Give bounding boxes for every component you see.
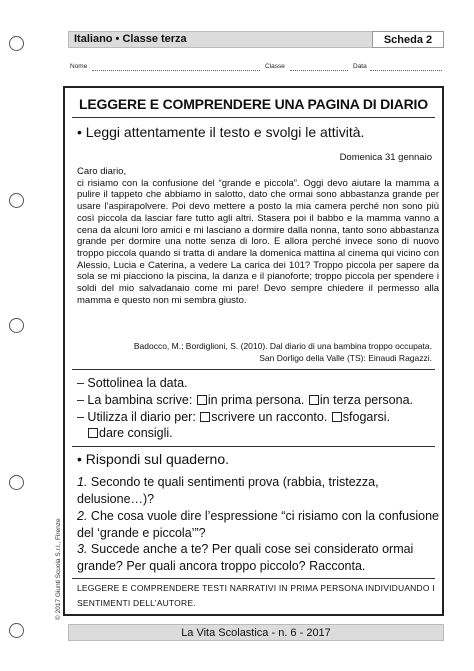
subject-label: Italiano • Classe terza xyxy=(74,33,187,45)
binder-hole xyxy=(9,318,24,333)
footer-bar: La Vita Scolastica - n. 6 - 2017 xyxy=(68,624,444,641)
exercise-purpose: – Utilizza il diario per: scrivere un racconto. sfogarsi. xyxy=(77,410,391,424)
divider xyxy=(72,369,435,370)
divider xyxy=(72,446,435,447)
question-2: 2. Che cosa vuole dire l’espressione “ci risiamo con la confusione del ‘grande e piccola’”? xyxy=(77,509,440,540)
worksheet-box xyxy=(63,86,444,616)
binder-hole xyxy=(9,36,24,51)
question-1: 1. Secondo te quali sentimenti prova (rabbia, tristezza, delusione…)? xyxy=(77,475,379,506)
citation-line1: Badocco, M.; Bordiglioni, S. (2010). Dal diario di una bambina troppo occupata. xyxy=(133,341,432,351)
diary-date: Domenica 31 gennaio xyxy=(339,152,432,163)
diary-body: ci risiamo con la confusione del “grande e piccola”. Oggi devo aiutare la mamma a pulire il tappeto che abbiamo in salotto, dato che ormai sono abbastanza grande per usare l’aspirapolvere. Poi devo mettere a posto la mia camera perché non sono più così piccola da lasciar fare tutto agli altri. Stasera poi il babbo e la mamma vanno a cena da alcuni loro amici e mi lasciano a dormire dalla nonna, tanto sono abbastanza grande per dormire una notte senza di loro. E allora perché invece sono di nuovo troppo piccola quando si tratta di andare la domenica mattina al cinema qui vicino con Alessio, Lucia e Caterina, a vedere La carica dei 101? Troppo piccola per sapere da sola se mi piacciono la piscina, la danza e il pianoforte; troppo piccola per spendere i soldi del mio salvadanaio come mi pare! Devo sempre chiedere il permesso alla mamma e questo non mi sembra giusto. xyxy=(77,177,439,306)
diary-text xyxy=(77,166,439,306)
name-label: Nome xyxy=(70,63,88,70)
learning-objective: LEGGERE E COMPRENDERE TESTI NARRATIVI IN PRIMA PERSONA INDIVIDUANDO I SENTIMENTI DELL’AUTORE. xyxy=(77,583,435,608)
instruction-read: • Leggi attentamente il testo e svolgi le attività. xyxy=(77,124,365,140)
class-field[interactable] xyxy=(290,70,348,71)
checkbox-first-person[interactable] xyxy=(197,395,207,405)
checkbox-third-person[interactable] xyxy=(309,395,319,405)
diary-greeting: Caro diario, xyxy=(77,166,127,177)
name-field[interactable] xyxy=(92,70,260,71)
instruction-answer: • Rispondi sul quaderno. xyxy=(77,451,229,467)
exercise-underline: – Sottolinea la data. xyxy=(77,376,188,390)
checkbox-story[interactable] xyxy=(200,412,210,422)
page-title: LEGGERE E COMPRENDERE UNA PAGINA DI DIARIO xyxy=(79,96,428,112)
exercise-person: – La bambina scrive: in prima persona. in terza persona. xyxy=(77,393,413,407)
header-bar xyxy=(68,31,444,48)
binder-hole xyxy=(9,623,24,638)
checkbox-vent[interactable] xyxy=(332,412,342,422)
binder-hole xyxy=(9,193,24,208)
divider xyxy=(72,578,435,579)
copyright-side: © 2017 Giunti Scuola S.r.l., Firenze xyxy=(55,518,62,620)
date-field[interactable] xyxy=(370,70,442,71)
divider xyxy=(72,117,435,118)
binder-hole xyxy=(9,475,24,490)
checkbox-advice[interactable] xyxy=(88,428,98,438)
exercise-purpose-cont: dare consigli. xyxy=(87,426,173,440)
sheet-tab: Scheda 2 xyxy=(372,31,444,48)
class-label: Classe xyxy=(265,63,285,70)
date-label: Data xyxy=(353,63,367,70)
question-3: 3. Succede anche a te? Per quali cose sei considerato ormai grande? Per quali ancora troppo piccolo? Racconta. xyxy=(77,542,414,573)
citation-line2: San Dorligo della Valle (TS): Einaudi Ragazzi. xyxy=(259,353,432,363)
